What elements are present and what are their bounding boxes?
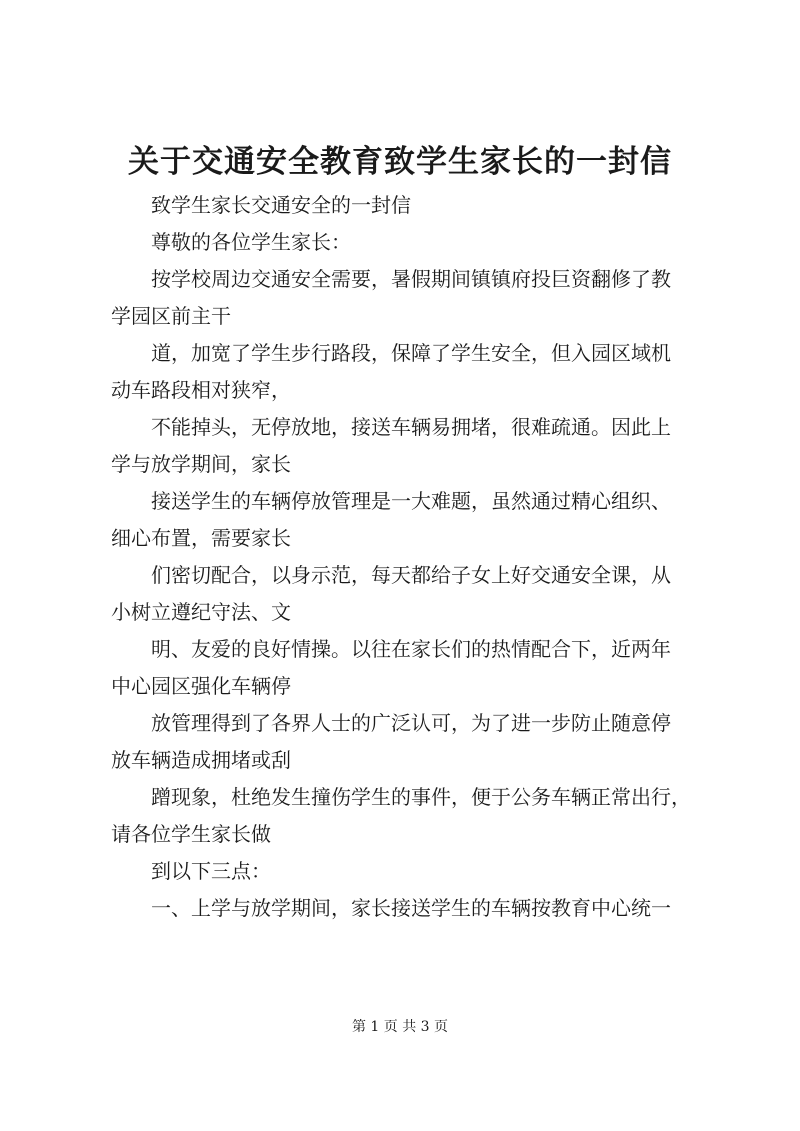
paragraph — [111, 779, 723, 853]
text-line: 请各位学生家长做 — [111, 822, 271, 846]
text-line: 按学校周边交通安全需要，暑假期间镇镇府投巨资翻修了教 — [151, 267, 671, 291]
text-line: 学园区前主干 — [111, 304, 231, 328]
text-line: 到以下三点： — [151, 859, 271, 883]
text-line: 中心园区强化车辆停 — [111, 674, 291, 698]
paragraph — [111, 187, 723, 224]
paragraph — [111, 705, 723, 779]
text-line: 细心布置，需要家长 — [111, 526, 291, 550]
paragraph — [111, 631, 723, 705]
text-line: 致学生家长交通安全的一封信 — [151, 193, 411, 217]
text-line: 道，加宽了学生步行路段，保障了学生安全，但入园区域机 — [151, 341, 671, 365]
text-line: 学与放学期间，家长 — [111, 452, 291, 476]
paragraph — [111, 224, 723, 261]
text-line: 放管理得到了各界人士的广泛认可，为了进一步防止随意停 — [151, 711, 671, 735]
paragraph — [111, 557, 723, 631]
text-line: 明、友爱的良好情操。以往在家长们的热情配合下，近两年 — [151, 637, 671, 661]
text-line: 动车路段相对狭窄， — [111, 378, 291, 402]
text-line: 接送学生的车辆停放管理是一大难题，虽然通过精心组织、 — [151, 489, 671, 513]
text-line: 放车辆造成拥堵或刮 — [111, 748, 291, 772]
paragraph — [111, 261, 723, 335]
text-line: 尊敬的各位学生家长： — [151, 230, 351, 254]
paragraph — [111, 853, 723, 890]
paragraph — [111, 890, 723, 927]
paragraph — [111, 335, 723, 409]
text-line: 一、上学与放学期间，家长接送学生的车辆按教育中心统一 — [151, 896, 671, 920]
paragraph — [111, 409, 723, 483]
document-title: 关于交通安全教育致学生家长的一封信 — [128, 144, 672, 180]
paragraph — [111, 483, 723, 557]
text-line: 不能掉头，无停放地，接送车辆易拥堵，很难疏通。因此上 — [151, 415, 671, 439]
page-footer: 第 1 页 共 3 页 — [351, 1019, 449, 1035]
text-line: 蹭现象，杜绝发生撞伤学生的事件，便于公务车辆正常出行， — [151, 785, 691, 809]
text-line: 们密切配合，以身示范，每天都给子女上好交通安全课，从 — [151, 563, 671, 587]
text-line: 小树立遵纪守法、文 — [111, 600, 291, 624]
document-body — [111, 187, 723, 927]
